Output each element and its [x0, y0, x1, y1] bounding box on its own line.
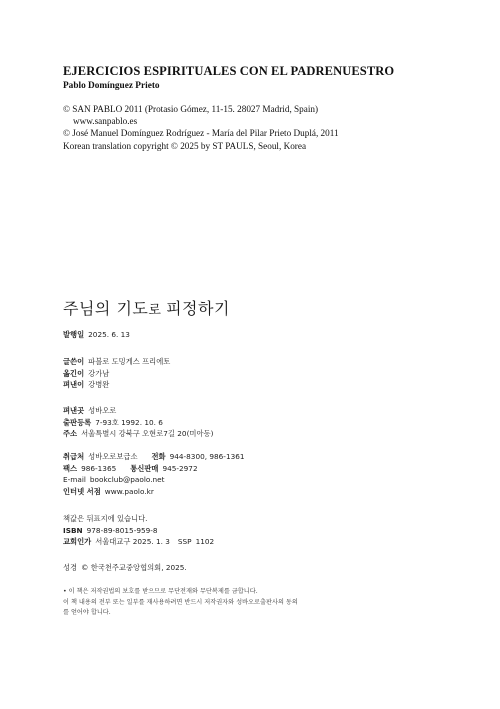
isbn-label: ISBN	[63, 525, 83, 535]
credit-row	[63, 368, 480, 380]
isbn-value: 978-89-8015-959-8	[86, 525, 158, 535]
notice-line: • 이 책은 저작권법의 보호를 받으므로 무단전재와 무단복제를 금합니다.	[63, 588, 258, 595]
web-label: 인터넷 서점	[63, 486, 101, 496]
distributor-value: 성바오로보급소	[88, 452, 138, 461]
email-label: E-mail	[63, 475, 86, 484]
contact-block	[63, 451, 480, 497]
publication-date	[63, 329, 480, 341]
bible-copyright	[63, 562, 480, 574]
credits-block	[63, 356, 480, 391]
publisher-label: 주소	[63, 429, 78, 438]
publisher-value: 서울특별시 강북구 오현로7길 20(미아동)	[81, 429, 214, 438]
ssp-value: 1102	[195, 537, 215, 546]
copyright-block	[63, 103, 480, 152]
email-value: bookclub@paolo.net	[89, 475, 165, 484]
contact-row	[63, 474, 480, 486]
notice-line: 이 책 내용의 전부 또는 일부를 재사용하려면 반드시 저작권자와 성바오로출판사의 동의	[63, 598, 298, 606]
mail-order-value: 945-2972	[162, 463, 198, 473]
korean-title-particle: 로	[148, 303, 167, 318]
publisher-value: 7-93호 1992. 10. 6	[95, 417, 163, 427]
isbn-row	[63, 525, 480, 537]
publisher-row	[63, 405, 480, 417]
copyright-line: © José Manuel Domínguez Rodríguez - María del Pilar Prieto Duplá, 2011	[63, 128, 339, 139]
publisher-value: 성바오로	[88, 406, 117, 415]
notice-line: 를 얻어야 합니다.	[63, 609, 111, 617]
pub-date-label: 발행일	[63, 330, 85, 339]
credit-row	[63, 356, 480, 368]
contact-row	[63, 451, 480, 463]
original-author: Pablo Domínguez Prieto	[63, 81, 160, 91]
publisher-label: 출판등록	[63, 417, 92, 427]
publisher-info-block	[63, 405, 480, 440]
mail-order-label: 통신판매	[130, 463, 159, 473]
contact-row	[63, 463, 480, 475]
copyright-line: Korean translation copyright © 2025 by ST PAULS, Seoul, Korea	[63, 140, 307, 151]
bible-value: © 한국천주교중앙협의회, 2025.	[81, 563, 187, 572]
price-note: 책값은 뒤표지에 있습니다.	[63, 514, 148, 523]
copyright-notice	[63, 587, 480, 619]
credit-label: 옮긴이	[63, 368, 85, 378]
original-title: EJERCICIOS ESPIRITUALES CON EL PADRENUESTRO	[63, 64, 395, 78]
bible-label: 성경	[63, 563, 78, 572]
credit-row	[63, 379, 480, 391]
web-value: www.paolo.kr	[104, 486, 154, 496]
pub-date-value: 2025. 6. 13	[88, 330, 130, 339]
publisher-website: www.sanpablo.es	[73, 116, 138, 127]
credit-value: 강가남	[88, 368, 110, 378]
phone-label: 전화	[151, 452, 166, 461]
publisher-row	[63, 428, 480, 440]
fax-label: 팩스	[63, 463, 78, 473]
distributor-label: 취급처	[63, 452, 85, 461]
credit-value: 강병완	[88, 380, 110, 389]
korean-title-part: 주님의 기도	[63, 299, 149, 318]
credit-value: 파블로 도밍게스 프리에토	[88, 357, 171, 366]
contact-row	[63, 486, 480, 498]
fax-value: 986-1365	[81, 463, 117, 473]
isbn-block	[63, 513, 480, 548]
credit-label: 글쓴이	[63, 357, 85, 366]
credit-label: 펴낸이	[63, 380, 85, 389]
copyright-line: © SAN PABLO 2011 (Protasio Gómez, 11-15. 28027 Madrid, Spain)	[63, 104, 319, 114]
korean-title-part: 피정하기	[166, 299, 230, 318]
approval-value: 서울대교구 2025. 1. 3	[95, 537, 170, 546]
approval-row	[63, 536, 480, 548]
korean-title	[63, 296, 480, 319]
phone-value: 944-8300, 986-1361	[169, 452, 245, 461]
ssp-label: SSP	[177, 537, 192, 546]
approval-label: 교회인가	[63, 537, 92, 546]
publisher-label: 펴낸곳	[63, 406, 85, 415]
publisher-row	[63, 417, 480, 429]
